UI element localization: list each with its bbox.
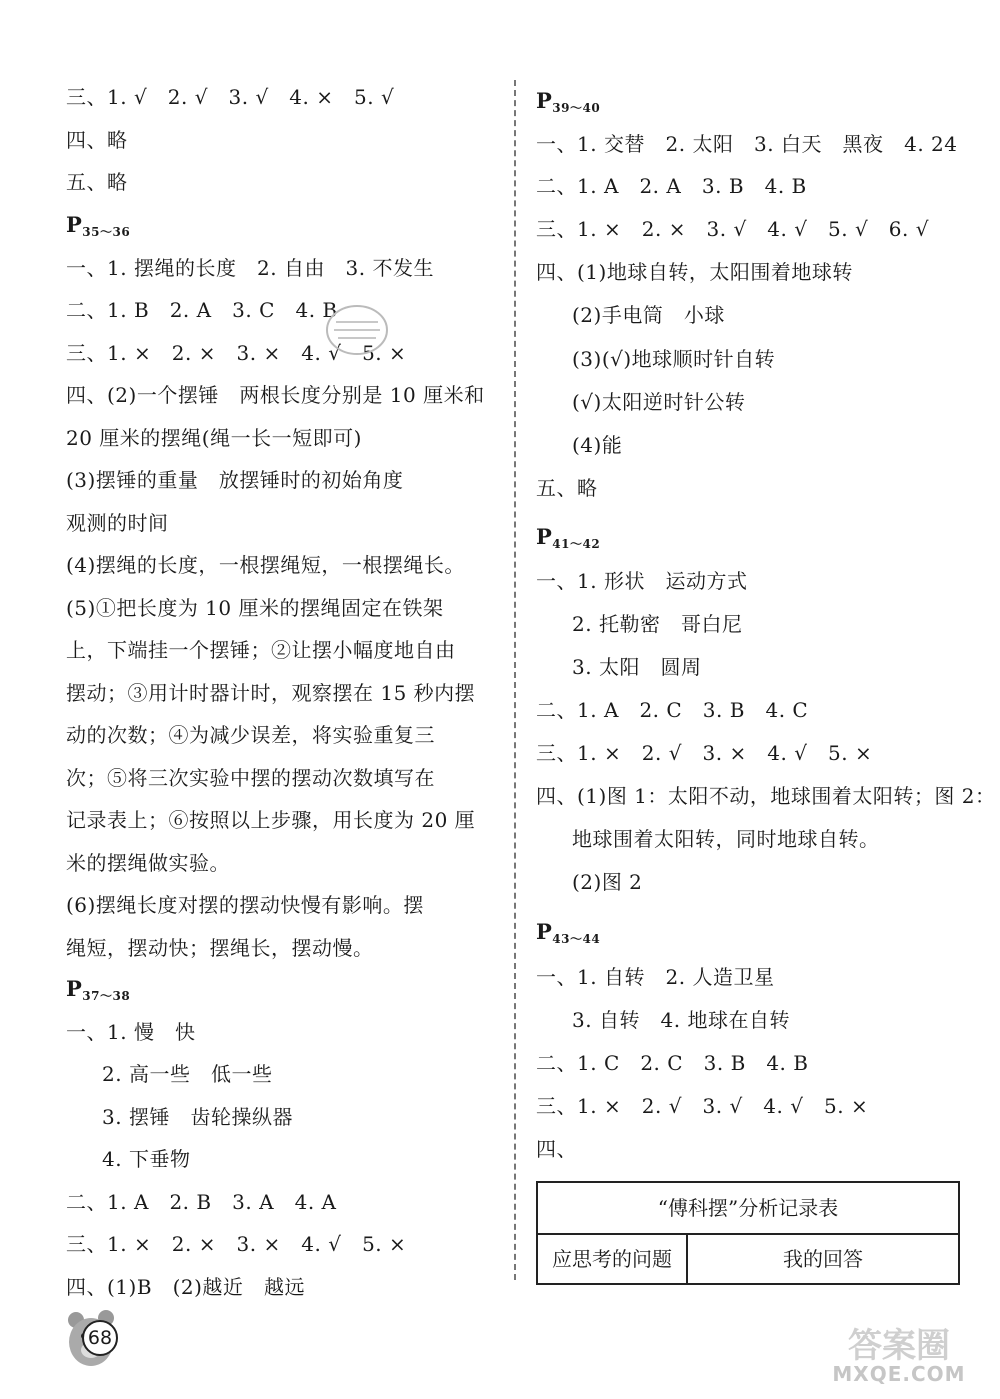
answer-line: 三、1. × 2. √ 3. √ 4. √ 5. × (536, 1094, 869, 1118)
answer-line: 四、(1)地球自转，太阳围着地球转 (536, 260, 853, 284)
answer-line: (2)图 2 (572, 870, 643, 894)
answer-line: 二、1. A 2. A 3. B 4. B (536, 174, 807, 198)
answer-line: 五、略 (536, 476, 598, 500)
answer-line: 三、1. × 2. × 3. √ 4. √ 5. √ 6. √ (536, 217, 929, 241)
answer-line: 米的摆绳做实验。 (66, 851, 230, 875)
answer-line: 四、略 (66, 128, 128, 152)
answer-line: 三、1. √ 2. √ 3. √ 4. × 5. √ (66, 85, 395, 109)
answer-line: 二、1. C 2. C 3. B 4. B (536, 1051, 809, 1075)
table-title: “傅科摆”分析记录表 (538, 1183, 958, 1235)
watermark-logo (808, 1318, 990, 1390)
answer-line: 3. 摆锤 齿轮操纵器 (102, 1105, 294, 1129)
answer-line: 次；⑤将三次实验中摆的摆动次数填写在 (66, 766, 435, 790)
answer-line: (4)摆绳的长度，一根摆绳短，一根摆绳长。 (66, 553, 465, 577)
answer-line: 一、1. 形状 运动方式 (536, 569, 748, 593)
answer-line: 2. 高一些 低一些 (102, 1062, 273, 1086)
answer-line: 二、1. B 2. A 3. C 4. B (66, 298, 338, 322)
answer-line: (2)手电筒 小球 (572, 303, 725, 327)
answer-line: 动的次数；④为减少误差，将实验重复三 (66, 723, 435, 747)
page-number: 68 (82, 1320, 118, 1356)
answer-line: 3. 太阳 圆周 (572, 655, 702, 679)
foucault-pendulum-record-table (536, 1181, 960, 1285)
page-range-header: $P_{39\sim 40}$ (536, 88, 601, 115)
answer-line: 三、1. × 2. × 3. × 4. √ 5. × (66, 1232, 407, 1256)
answer-line: 一、1. 摆绳的长度 2. 自由 3. 不发生 (66, 256, 434, 280)
answer-line: 二、1. A 2. B 3. A 4. A (66, 1190, 337, 1214)
answer-line: 四、(1)B (2)越近 越远 (66, 1275, 306, 1299)
watermark-text: 答案圈 (848, 1326, 950, 1366)
answer-line: 地球围着太阳转，同时地球自转。 (572, 827, 880, 851)
page-range-header: $P_{37\sim 38}$ (66, 976, 131, 1003)
page-range-header: $P_{43\sim 44}$ (536, 919, 601, 946)
answer-line: (4)能 (572, 433, 623, 457)
answer-line: (√)太阳逆时针公转 (572, 390, 746, 414)
answer-line: 四、 (536, 1137, 577, 1161)
column-divider (514, 80, 516, 1280)
page-range-header: $P_{35\sim 36}$ (66, 212, 131, 239)
answer-line: 五、略 (66, 170, 128, 194)
answer-line: 3. 自转 4. 地球在自转 (572, 1008, 790, 1032)
page-range-header: $P_{41\sim 42}$ (536, 524, 601, 551)
answer-line: 摆动；③用计时器计时，观察摆在 15 秒内摆 (66, 681, 476, 705)
answer-line: 一、1. 交替 2. 太阳 3. 白天 黑夜 4. 24 (536, 132, 958, 156)
answer-line: 二、1. A 2. C 3. B 4. C (536, 698, 809, 722)
answer-line: 观测的时间 (66, 511, 169, 535)
table-header-answer: 我的回答 (783, 1247, 863, 1271)
answer-line: (5)①把长度为 10 厘米的摆绳固定在铁架 (66, 596, 444, 620)
answer-line: (3)(√)地球顺时针自转 (572, 347, 776, 371)
answer-line: 三、1. × 2. × 3. × 4. √ 5. × (66, 341, 407, 365)
watermark-url: MXQE.COM (832, 1362, 966, 1386)
answer-line: 4. 下垂物 (102, 1147, 191, 1171)
answer-line: (6)摆绳长度对摆的摆动快慢有影响。摆 (66, 893, 424, 917)
answer-line: 20 厘米的摆绳(绳一长一短即可) (66, 426, 362, 450)
answer-line: 绳短，摆动快；摆绳长，摆动慢。 (66, 936, 374, 960)
answer-line: (3)摆锤的重量 放摆锤时的初始角度 (66, 468, 404, 492)
answer-line: 一、1. 慢 快 (66, 1020, 196, 1044)
table-header-question: 应思考的问题 (538, 1235, 688, 1283)
answer-line: 上，下端挂一个摆锤；②让摆小幅度地自由 (66, 638, 456, 662)
answer-line: 记录表上；⑥按照以上步骤，用长度为 20 厘 (66, 808, 476, 832)
answer-line: 四、(2)一个摆锤 两根长度分别是 10 厘米和 (66, 383, 485, 407)
answer-line: 2. 托勒密 哥白尼 (572, 612, 743, 636)
answer-line: 三、1. × 2. √ 3. × 4. √ 5. × (536, 741, 873, 765)
stamp-mark-icon (322, 300, 392, 360)
answer-line: 四、(1)图 1：太阳不动，地球围着太阳转；图 2： (536, 784, 996, 808)
answer-line: 一、1. 自转 2. 人造卫星 (536, 965, 775, 989)
